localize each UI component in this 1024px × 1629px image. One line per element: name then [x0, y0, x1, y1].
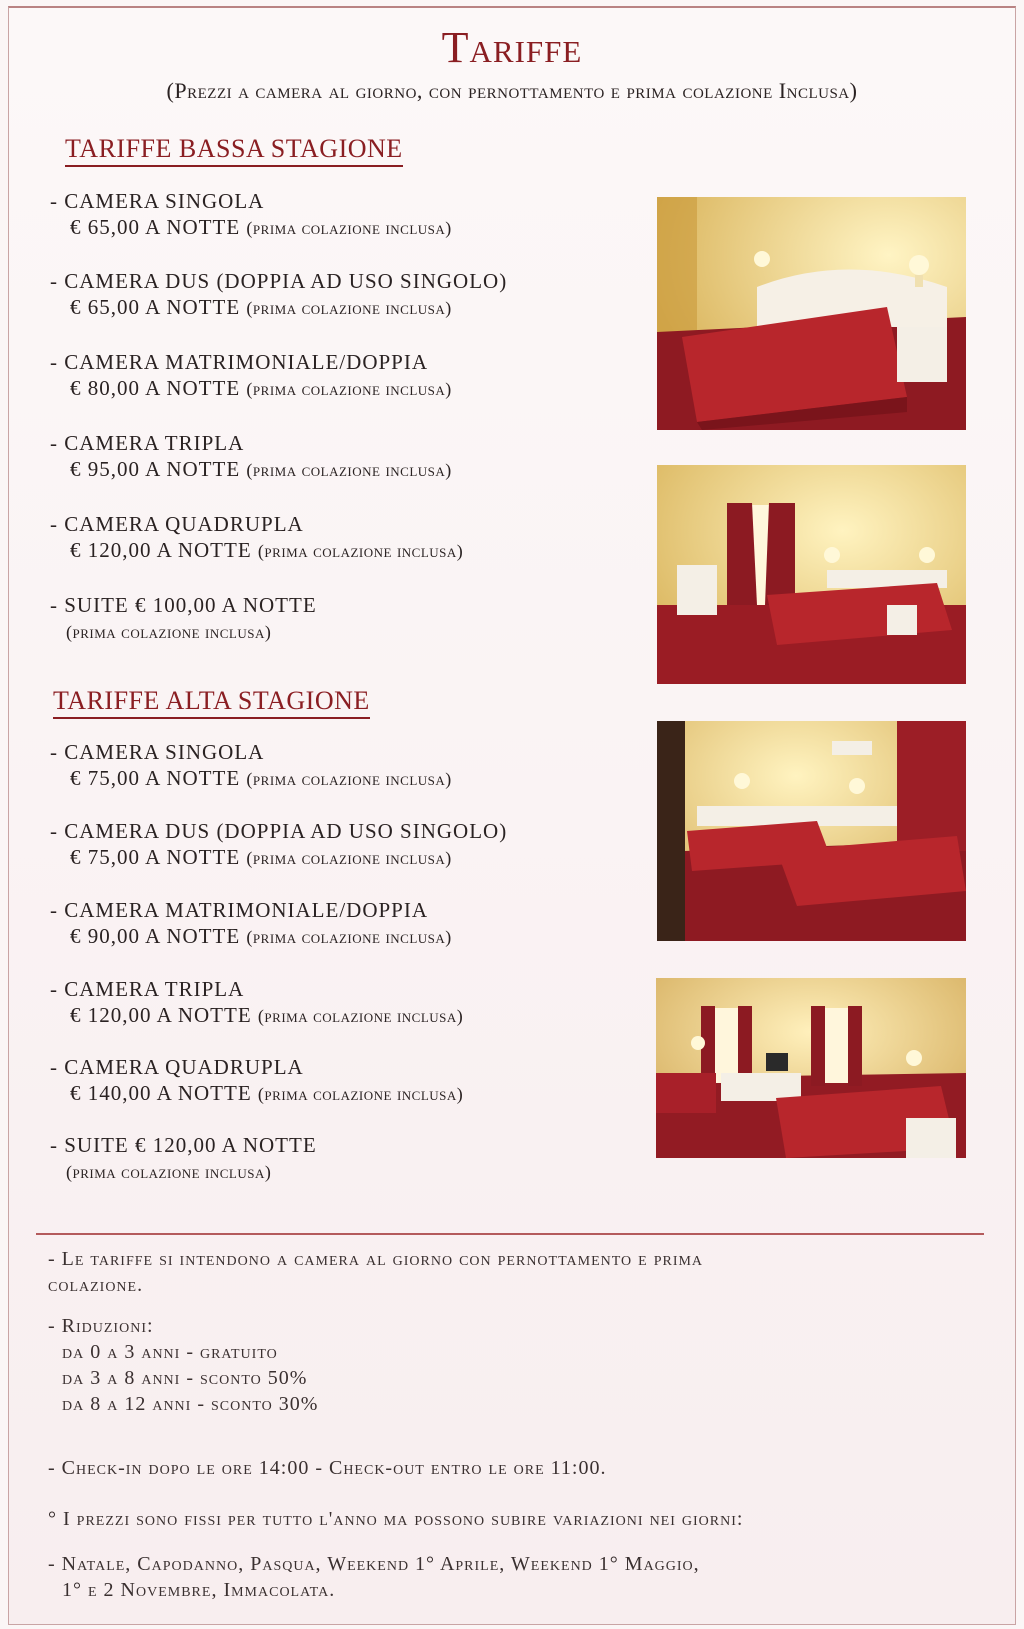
rate-note: (prima colazione inclusa): [246, 769, 452, 789]
rate-note: (prima colazione inclusa): [246, 927, 452, 947]
rate-item: [50, 897, 452, 950]
rate-item: [50, 1132, 317, 1185]
footer-prezzi-note: ° I prezzi sono fissi per tutto l'anno ma possono subire variazioni nei giorni:: [48, 1508, 744, 1530]
rate-price: € 120,00 A NOTTE: [70, 538, 252, 562]
footer-note-line: - Le tariffe si intendono a camera al giorno con pernottamento e prima: [48, 1248, 704, 1270]
rate-price: € 65,00 A NOTTE: [70, 215, 241, 239]
room-photo-quadruple: [656, 978, 966, 1158]
rate-price: € 80,00 A NOTTE: [70, 376, 241, 400]
footer-note-tariffe: [48, 1246, 703, 1298]
rate-item: [50, 818, 507, 871]
rate-room-type: - CAMERA MATRIMONIALE/DOPPIA: [50, 898, 429, 922]
rate-room-type: - CAMERA DUS (DOPPIA AD USO SINGOLO): [50, 269, 508, 293]
rate-price: € 140,00 A NOTTE: [70, 1081, 252, 1105]
riduzioni-label: - Riduzioni:: [48, 1315, 154, 1337]
rate-note: (prima colazione inclusa): [246, 379, 452, 399]
riduzione-item: da 3 a 8 anni - sconto 50%: [62, 1367, 308, 1389]
rate-item: [50, 430, 452, 483]
rate-price: € 75,00 A NOTTE: [70, 766, 241, 790]
rate-price: € 75,00 A NOTTE: [70, 845, 241, 869]
rate-room-type: - SUITE € 120,00 A NOTTE: [50, 1133, 317, 1157]
rate-room-type: - CAMERA TRIPLA: [50, 977, 245, 1001]
rate-room-type: - CAMERA TRIPLA: [50, 431, 245, 455]
rate-room-type: - CAMERA MATRIMONIALE/DOPPIA: [50, 350, 429, 374]
room-photo-double: [657, 197, 966, 430]
footer-festivi-line: - Natale, Capodanno, Pasqua, Weekend 1° Aprile, Weekend 1° Maggio,: [48, 1553, 700, 1575]
rate-price: € 65,00 A NOTTE: [70, 295, 241, 319]
rate-room-type: - CAMERA DUS (DOPPIA AD USO SINGOLO): [50, 819, 508, 843]
rate-room-type: - CAMERA QUADRUPLA: [50, 1055, 304, 1079]
footer-checkin: - Check-in dopo le ore 14:00 - Check-out entro le ore 11:00.: [48, 1457, 607, 1479]
footer-festivi-line: 1° e 2 Novembre, Immacolata.: [62, 1579, 336, 1601]
footer-note-line: colazione.: [48, 1274, 144, 1296]
section-heading-alta: TARIFFE ALTA STAGIONE: [53, 686, 370, 719]
rate-note: (prima colazione inclusa): [66, 622, 272, 642]
rate-price: € 90,00 A NOTTE: [70, 924, 241, 948]
rate-item: [50, 592, 317, 645]
footer-riduzioni: [48, 1313, 318, 1417]
rate-note: (prima colazione inclusa): [257, 1006, 464, 1026]
page-title: Tariffe: [441, 23, 583, 72]
rate-item: [50, 976, 463, 1029]
rate-price: € 95,00 A NOTTE: [70, 457, 241, 481]
rate-item: [50, 511, 463, 564]
room-photo-triple: [657, 721, 966, 941]
rate-room-type: - SUITE € 100,00 A NOTTE: [50, 593, 317, 617]
rate-item: [50, 268, 507, 321]
riduzione-item: da 8 a 12 anni - sconto 30%: [62, 1393, 319, 1415]
rate-note: (prima colazione inclusa): [66, 1162, 272, 1182]
rate-note: (prima colazione inclusa): [246, 460, 452, 480]
footer-festivi: [48, 1551, 700, 1603]
section-heading-bassa: TARIFFE BASSA STAGIONE: [65, 134, 403, 167]
rate-note: (prima colazione inclusa): [246, 218, 452, 238]
page-subtitle: (Prezzi a camera al giorno, con pernottamento e prima colazione Inclusa): [166, 78, 858, 103]
rate-note: (prima colazione inclusa): [246, 848, 452, 868]
rate-note: (prima colazione inclusa): [257, 1084, 464, 1104]
rate-item: [50, 739, 452, 792]
rate-price: € 120,00 A NOTTE: [70, 1003, 252, 1027]
rate-item: [50, 349, 452, 402]
room-photo-twin: [657, 465, 966, 684]
rate-room-type: - CAMERA SINGOLA: [50, 189, 265, 213]
rate-note: (prima colazione inclusa): [257, 541, 464, 561]
rate-room-type: - CAMERA QUADRUPLA: [50, 512, 304, 536]
rate-note: (prima colazione inclusa): [246, 298, 452, 318]
rate-item: [50, 1054, 463, 1107]
rate-item: [50, 188, 452, 241]
rate-room-type: - CAMERA SINGOLA: [50, 740, 265, 764]
footer-divider: [36, 1233, 984, 1235]
riduzione-item: da 0 a 3 anni - gratuito: [62, 1341, 278, 1363]
